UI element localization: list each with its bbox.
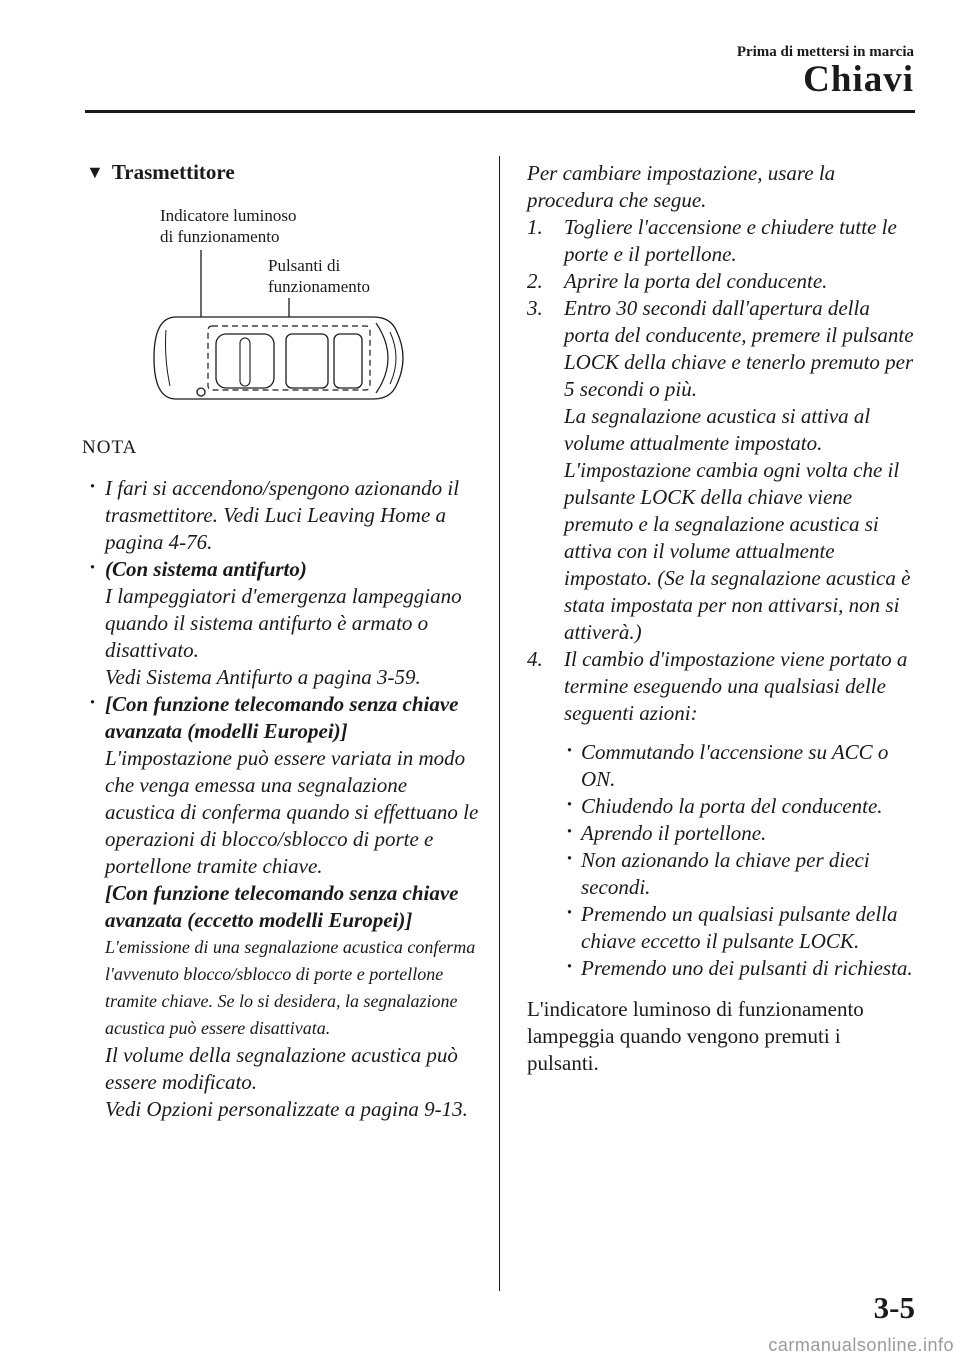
step-text: Aprire la porta del conducente. [564,269,828,293]
note-text: L'impostazione può essere variata in modo che venga emessa una segnalazione acustica di conferma quando si effettuano le operazioni di blocco/sblocco di porte e portellone tramite chiave. [105,746,479,878]
note-item [82,556,482,691]
key-body-outline [154,317,403,399]
action-list [565,739,917,982]
note-heading-bold: · [Con funzione telecomando senza chiave avanzata (modelli Europei)] [105,692,459,743]
note-text-small: L'emissione di una segnalazione acustica conferma l'avvenuto blocco/sblocco di porte e portellone tramite chiave. Se lo si desidera, la segnalazione acustica può essere disattivata. [105,937,476,1038]
procedure-step [527,295,917,646]
column-divider [499,156,500,1291]
procedure-intro: Per cambiare impostazione, usare la procedura che segue. [527,161,836,212]
running-header-title: Chiavi [803,59,914,100]
step-text: Entro 30 secondi dall'apertura della porta del conducente, premere il pulsante LOCK della chiave e tenerlo premuto per 5 secondi o più. La segnalazione acustica si attiva al volume attualmente impostato. L'impostazione cambia ogni volta che il pulsante LOCK della chiave viene premuto e la segnalazione acustica si attiva con il volume attualmente impostato. (Se la segnalazione acustica è stata impostata per non attivarsi, non si attiverà.) [564,296,914,644]
running-header-section: Prima di mettersi in marcia [736,44,914,60]
procedure-step [527,268,917,295]
procedure-step [527,646,917,727]
note-heading-bold: [Con funzione telecomando senza chiave avanzata (eccetto modelli Europei)] [105,881,459,932]
action-item: · Commutando l'accensione su ACC o ON. [565,739,917,793]
note-heading: NOTA [82,437,138,458]
note-text: I fari si accendono/spengono azionando il trasmettitore. Vedi Luci Leaving Home a pagina 4-76. [105,476,460,554]
section-heading-text: Trasmettitore [111,160,235,184]
action-item: · Non azionando la chiave per dieci secondi. [565,847,917,901]
note-heading-bold: · (Con sistema antifurto) [105,557,307,581]
unlock-button [286,334,328,388]
note-text: I lampeggiatori d'emergenza lampeggiano quando il sistema antifurto è armato o disattivato. Vedi Sistema Antifurto a pagina 3-59. [105,584,462,689]
page-number: 3-5 [873,1290,915,1325]
triangle-marker-icon: ▼ [86,162,104,182]
procedure-column [527,160,917,1077]
note-list [82,475,482,1123]
operation-buttons-label: Pulsanti di funzionamento [268,256,370,296]
action-item: · Premendo un qualsiasi pulsante della chiave eccetto il pulsante LOCK. [565,901,917,955]
note-item [82,691,482,1123]
lock-button-ridge [240,338,250,386]
step-number: 4. [527,647,543,671]
note-text: Il volume della segnalazione acustica può essere modificato. Vedi Opzioni personalizzate a pagina 9-13. [105,1043,468,1121]
step-number: 3. [527,296,543,320]
header-rule [85,110,915,113]
action-item: · Chiudendo la porta del conducente. [565,793,917,820]
note-item [82,475,482,556]
step-number: 1. [527,215,543,239]
action-item: · Premendo uno dei pulsanti di richiesta. [565,955,917,982]
section-heading [86,160,235,185]
step-text: Togliere l'accensione e chiudere tutte le porte e il portellone. [564,215,897,266]
step-text: Il cambio d'impostazione viene portato a termine eseguendo una qualsiasi delle seguenti azioni: [564,647,908,725]
liftgate-button [334,334,362,388]
watermark: carmanualsonline.info [768,1335,954,1355]
action-item: · Aprendo il portellone. [565,820,917,847]
procedure-step [527,214,917,268]
step-number: 2. [527,269,543,293]
indicator-light-label: Indicatore luminoso di funzionamento [160,206,297,246]
closing-paragraph: L'indicatore luminoso di funzionamento lampeggia quando vengono premuti i pulsanti. [527,997,864,1075]
indicator-light [197,388,205,396]
